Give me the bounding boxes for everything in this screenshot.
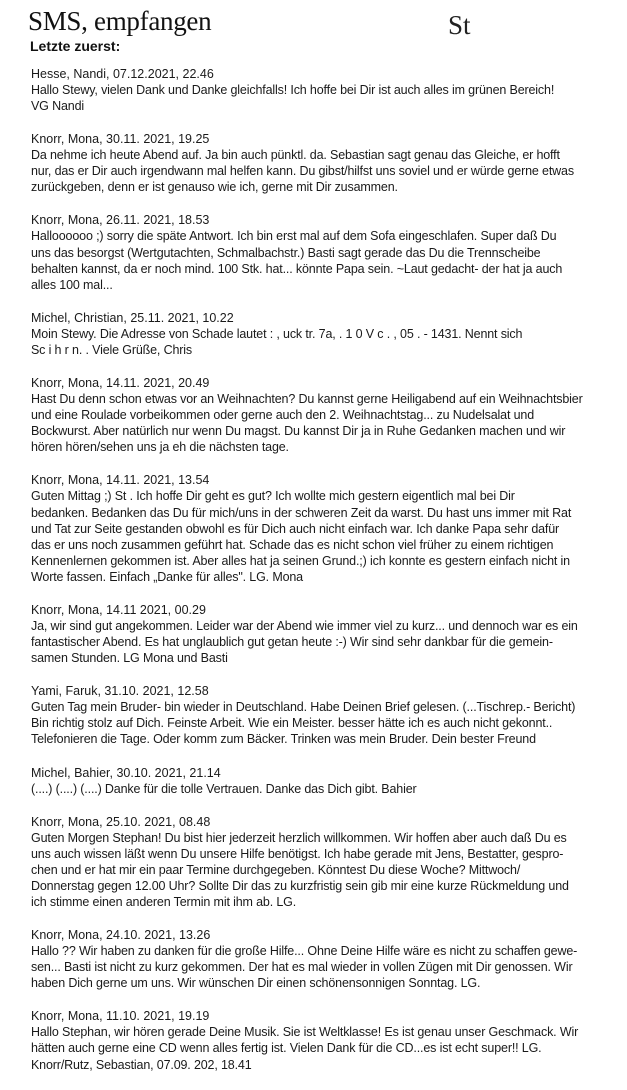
- message-item: [31, 814, 613, 910]
- message-item: [31, 131, 613, 195]
- message-body: (....) (....) (....) Danke für die tolle Vertrauen. Danke das Dich gibt. Bahier: [31, 781, 417, 796]
- message-body: Da nehme ich heute Abend auf. Ja bin auch pünktl. da. Sebastian sagt genau das Gleiche, er hofft nur, das er Dir auch irgendwann mal helfen kann. Du gibst/hilfst uns soviel und er würde gerne etwas zurückgeben, denn er ist genauso wie ich, gerne mit Dir zusammen.: [31, 148, 574, 195]
- message-body: Hallo Stewy, vielen Dank und Danke gleichfalls! Ich hoffe bei Dir ist auch alles im grünen Bereich! VG Nandi: [31, 83, 555, 114]
- message-item: [31, 375, 613, 455]
- message-list: [31, 66, 613, 1090]
- message-item: [31, 765, 613, 797]
- message-body: Hast Du denn schon etwas vor an Weihnachten? Du kannst gerne Heiligabend auf ein Weihnachtsbier und eine Roulade vorbeikommen oder gerne auch den 2. Weihnachtstag... zu Nudelsalat und Bockwurst. Aber natürlich nur wenn Du magst. Du kannst Dir ja in Ruhe Gedanken machen und wir hören hören/sehen uns ja eh die nächsten tage.: [31, 392, 583, 455]
- message-body: Halloooooo ;) sorry die späte Antwort. Ich bin erst mal auf dem Sofa eingeschlafen. Super daß Du uns das besorgst (Wertgutachten, Schmalbachstr.) Basti sagt gerade das Du die Trennscheibe behalten kannst, da er noch mind. 100 Stk. hat... könnte Papa sein. ~Laut gedacht- der hat ja auch alles 100 mal...: [31, 229, 563, 292]
- message-header: Knorr, Mona, 11.10. 2021, 19.19: [31, 1009, 210, 1024]
- message-header: Knorr, Mona, 14.11. 2021, 20.49: [31, 376, 210, 391]
- message-header: Michel, Christian, 25.11. 2021, 10.22: [31, 310, 234, 325]
- message-header: Yami, Faruk, 31.10. 2021, 12.58: [31, 684, 209, 699]
- page-title: SMS, empfangen: [28, 6, 212, 36]
- message-item: [31, 310, 613, 358]
- page-title-right: St: [448, 10, 471, 40]
- message-body: Guten Tag mein Bruder- bin wieder in Deutschland. Habe Deinen Brief gelesen. (...Tischrep.- Bericht) Bin richtig stolz auf Dich. Feinste Arbeit. Wie ein Meister. besser hätte ich es auch nicht gekonnt.. Telefonieren die Tage. Oder komm zum Bäcker. Trinken was mein Bruder. Dein bester Freund: [31, 700, 576, 747]
- message-body: Guten Morgen Stephan! Du bist hier jederzeit herzlich willkommen. Wir hoffen aber auch daß Du es uns auch wissen läßt wenn Du unsere Hilfe benötigst. Ich habe gerade mit Jens, Bestatter, gespro- chen und er hat mir ein paar Termine durchgegeben. Könntest Du diese Woche? Mittwoch/ Donnerstag gegen 12.00 Uhr? Sollte Dir das zu kurzfristig sein gib mir eine kurze Rückmeldung und ich stimme einen anderen Termin mit ihm ab. LG.: [31, 830, 569, 909]
- message-item: [31, 1008, 613, 1072]
- message-item: [31, 472, 613, 585]
- message-item: [31, 683, 613, 747]
- message-header: Knorr, Mona, 26.11. 2021, 18.53: [31, 213, 210, 228]
- message-body: Moin Stewy. Die Adresse von Schade lautet : , uck tr. 7a, . 1 0 V c . , 05 . - 1431. Nennt sich Sc i h r n. . Viele Grüße, Chris: [31, 326, 523, 357]
- sort-order-label: Letzte zuerst:: [30, 38, 121, 54]
- message-item: [31, 66, 613, 114]
- message-item: [31, 602, 613, 666]
- message-header: Knorr, Mona, 24.10. 2021, 13.26: [31, 928, 211, 943]
- message-body: Ja, wir sind gut angekommen. Leider war der Abend wie immer viel zu kurz... und dennoch war es ein fantastischer Abend. Es hat unglaublich gut getan heute :-) Wir sind sehr dankbar für die gemein- samen Stunden. LG Mona und Basti: [31, 618, 578, 666]
- message-body: Hallo Stephan, wir hören gerade Deine Musik. Sie ist Weltklasse! Es ist genau unser Geschmack. Wir hätten auch gerne eine CD wenn alles fertig ist. Vielen Dank für die CD...es ist echt super!! LG. Knorr/Rutz, Sebastian, 07.09. 202, 18.41: [31, 1025, 579, 1072]
- message-item: [31, 927, 613, 991]
- message-body: Hallo ?? Wir haben zu danken für die große Hilfe... Ohne Deine Hilfe wäre es nicht zu schaffen gewe- sen... Basti ist nicht zu kurz gekommen. Der hat es mal wieder in vollen Zügen mit Dir genossen. Wir haben Dich gerne um uns. Wir wünschen Dir einen schönensonnigen Sonntag. LG.: [31, 944, 578, 991]
- message-header: Knorr, Mona, 14.11. 2021, 13.54: [31, 473, 210, 488]
- message-body: Guten Mittag ;) St . Ich hoffe Dir geht es gut? Ich wollte mich gestern eigentlich mal bei Dir bedanken. Bedanken das Du für mich/uns in der schweren Zeit da warst. Du hast uns immer mit Rat und Tat zur Seite gestanden obwohl es für Dich auch nicht einfach war. Ich danke Papa sehr dafür das er uns noch zusammen geführt hat. Schade das es nicht schon viel früher zu einem richtigen Kennenlernen gekommen ist. Aber alles hat ja seinen Grund.;) ich konnte es gestern einfach nicht in Worte fassen. Einfach „Danke für alles". LG. Mona: [31, 489, 572, 584]
- message-header: Knorr, Mona, 30.11. 2021, 19.25: [31, 132, 210, 147]
- message-header: Knorr, Mona, 14.11 2021, 00.29: [31, 602, 206, 617]
- message-item: [31, 212, 613, 292]
- message-header: Michel, Bahier, 30.10. 2021, 21.14: [31, 765, 221, 780]
- message-header: Knorr, Mona, 25.10. 2021, 08.48: [31, 814, 211, 829]
- message-header: Hesse, Nandi, 07.12.2021, 22.46: [31, 67, 214, 81]
